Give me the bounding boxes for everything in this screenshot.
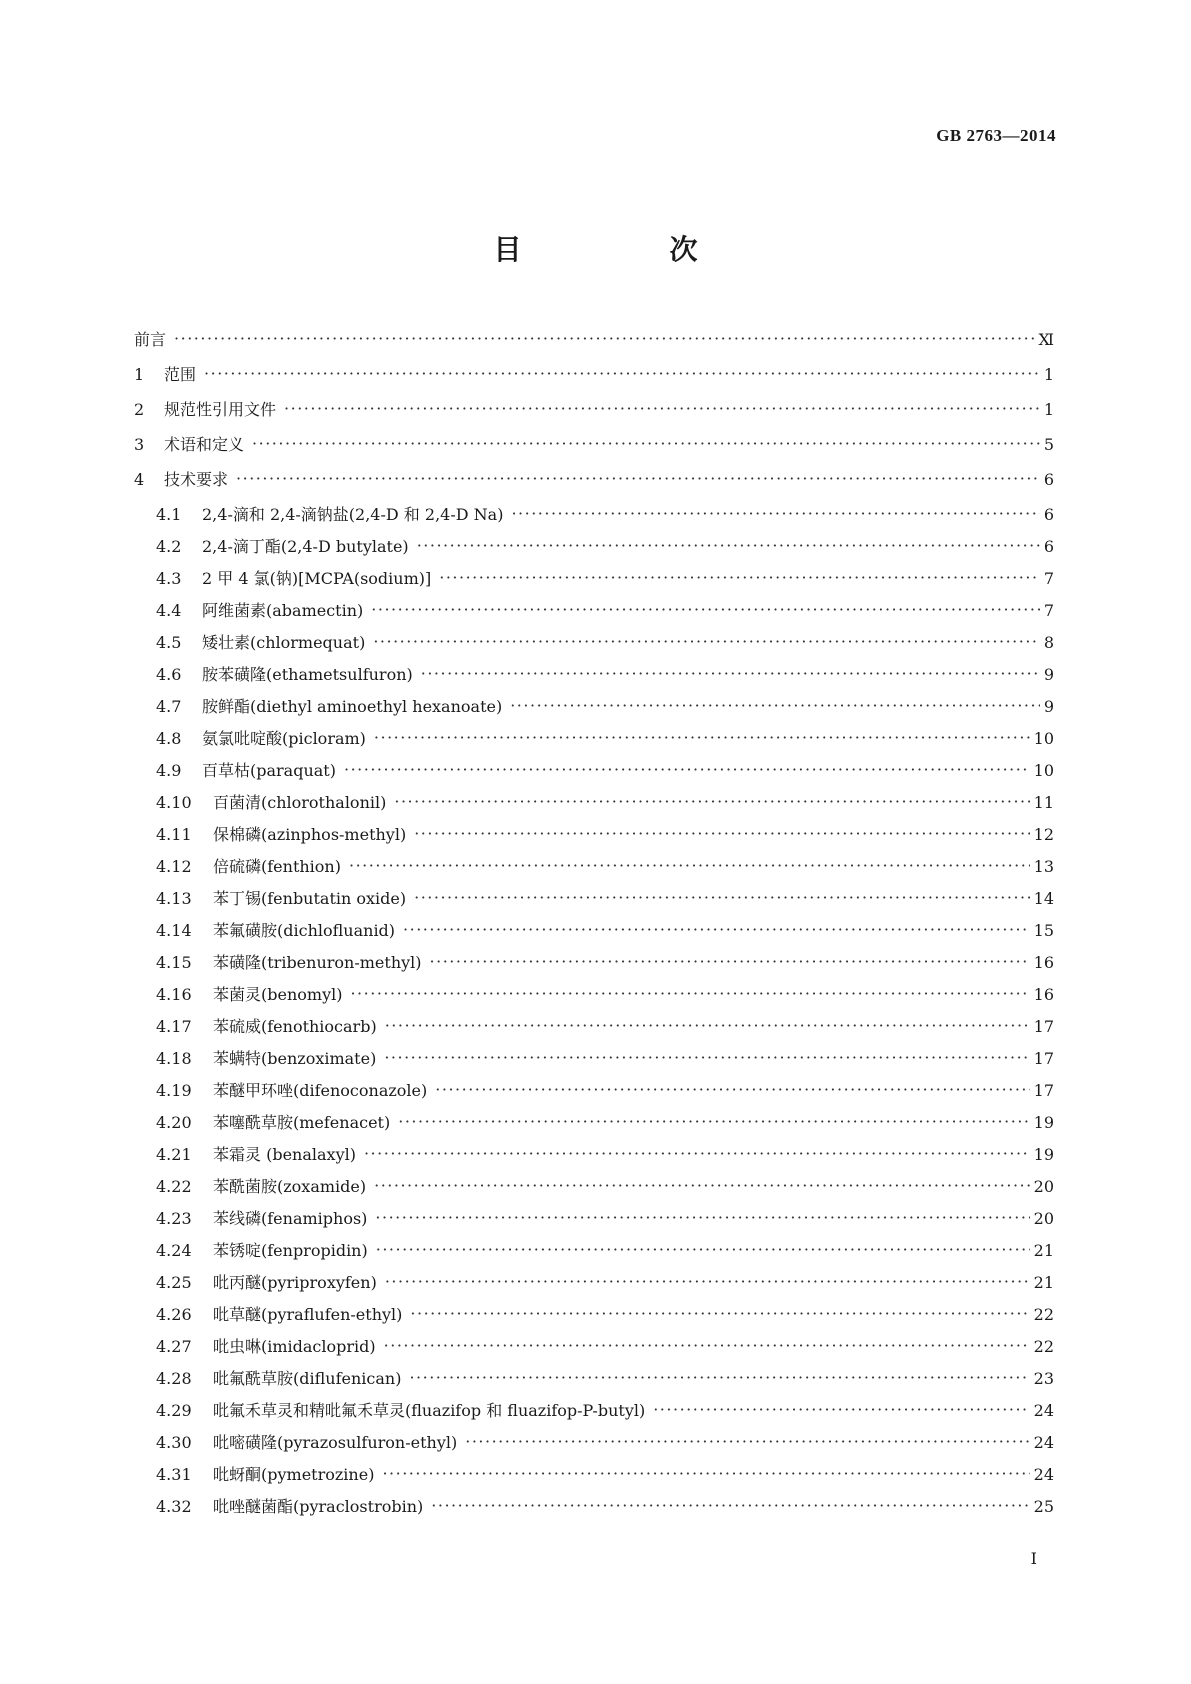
toc-entry-page: 8 bbox=[1043, 633, 1054, 652]
toc-entry[interactable] bbox=[134, 367, 1054, 402]
toc-entry-page: 9 bbox=[1043, 665, 1054, 684]
toc-entry-page: 22 bbox=[1033, 1305, 1054, 1324]
toc-entry-page: 17 bbox=[1033, 1017, 1054, 1036]
toc-entry-number: 4.31 bbox=[156, 1465, 192, 1484]
toc-dot-leader bbox=[364, 1146, 1030, 1162]
toc-entry[interactable] bbox=[134, 955, 1054, 987]
toc-entry[interactable] bbox=[134, 1467, 1054, 1499]
toc-entry-page: 17 bbox=[1033, 1049, 1054, 1068]
toc-dot-leader bbox=[204, 366, 1040, 382]
toc-dot-leader bbox=[385, 1018, 1030, 1034]
toc-entry[interactable] bbox=[134, 667, 1054, 699]
toc-entry[interactable] bbox=[134, 1019, 1054, 1051]
toc-dot-leader bbox=[465, 1434, 1029, 1450]
toc-entry-number: 4.11 bbox=[156, 825, 192, 844]
toc-dot-leader bbox=[371, 602, 1040, 618]
toc-dot-leader bbox=[373, 634, 1040, 650]
toc-entry[interactable] bbox=[134, 571, 1054, 603]
toc-entry-page: 11 bbox=[1033, 793, 1054, 812]
toc-entry[interactable] bbox=[134, 1499, 1054, 1531]
toc-entry[interactable] bbox=[134, 1243, 1054, 1275]
toc-entry-page: 9 bbox=[1043, 697, 1054, 716]
toc-entry-number: 4 bbox=[134, 470, 145, 489]
toc-entry-title: 2,4-滴和 2,4-滴钠盐(2,4-D 和 2,4-D Na) bbox=[202, 505, 504, 524]
toc-entry-page: 19 bbox=[1033, 1113, 1054, 1132]
toc-dot-leader bbox=[382, 1466, 1029, 1482]
toc-dot-leader bbox=[431, 1498, 1029, 1514]
toc-entry-number: 4.4 bbox=[156, 601, 182, 620]
toc-entry-title: 苯螨特(benzoximate) bbox=[213, 1049, 377, 1068]
toc-entry-page: 19 bbox=[1033, 1145, 1054, 1164]
toc-entry[interactable] bbox=[134, 1179, 1054, 1211]
toc-entry-number: 4.7 bbox=[156, 697, 182, 716]
toc-entry-title: 胺苯磺隆(ethametsulfuron) bbox=[202, 665, 413, 684]
toc-entry-number: 3 bbox=[134, 435, 145, 454]
toc-entry-number: 4.22 bbox=[156, 1177, 192, 1196]
toc-entry-page: 12 bbox=[1033, 825, 1054, 844]
toc-entry-number: 4.9 bbox=[156, 761, 182, 780]
toc-entry-number: 4.27 bbox=[156, 1337, 192, 1356]
page-number: I bbox=[1030, 1549, 1037, 1568]
toc-dot-leader bbox=[375, 1210, 1029, 1226]
toc-entry[interactable] bbox=[134, 1339, 1054, 1371]
toc-entry-page: 7 bbox=[1043, 601, 1054, 620]
toc-entry-number: 4.5 bbox=[156, 633, 182, 652]
toc-entry[interactable] bbox=[134, 472, 1054, 507]
toc-dot-leader bbox=[252, 436, 1040, 452]
toc-entry-page: 1 bbox=[1043, 365, 1054, 384]
toc-entry-title: 苯菌灵(benomyl) bbox=[213, 985, 343, 1004]
toc-entry-number: 4.14 bbox=[156, 921, 192, 940]
toc-entry-number: 4.13 bbox=[156, 889, 192, 908]
toc-entry-page: 15 bbox=[1033, 921, 1054, 940]
toc-entry-number: 4.8 bbox=[156, 729, 182, 748]
toc-entry-number: 4.17 bbox=[156, 1017, 192, 1036]
toc-entry-page: 21 bbox=[1033, 1241, 1054, 1260]
toc-entry-number: 4.23 bbox=[156, 1209, 192, 1228]
toc-dot-leader bbox=[511, 506, 1039, 522]
toc-entry-title: 术语和定义 bbox=[164, 435, 245, 454]
toc-entry-number: 1 bbox=[134, 365, 145, 384]
toc-entry-number: 4.10 bbox=[156, 793, 192, 812]
toc-dot-leader bbox=[384, 1050, 1029, 1066]
toc-entry-number: 4.30 bbox=[156, 1433, 192, 1452]
toc-entry-title: 苯醚甲环唑(difenoconazole) bbox=[213, 1081, 428, 1100]
toc-entry-number: 2 bbox=[134, 400, 145, 419]
toc-entry-title: 技术要求 bbox=[164, 470, 229, 489]
toc-entry-number: 4.18 bbox=[156, 1049, 192, 1068]
toc-entry-title: 阿维菌素(abamectin) bbox=[202, 601, 364, 620]
toc-dot-leader bbox=[236, 471, 1040, 487]
toc-entry-number: 4.32 bbox=[156, 1497, 192, 1516]
toc-entry[interactable] bbox=[134, 1371, 1054, 1403]
toc-entry-number: 4.19 bbox=[156, 1081, 192, 1100]
toc-entry-page: 14 bbox=[1033, 889, 1054, 908]
toc-entry-page: 23 bbox=[1033, 1369, 1054, 1388]
toc-entry-page: 22 bbox=[1033, 1337, 1054, 1356]
toc-entry-page: 10 bbox=[1033, 761, 1054, 780]
toc-entry-number: 4.20 bbox=[156, 1113, 192, 1132]
toc-entry-page: 25 bbox=[1033, 1497, 1054, 1516]
toc-entry[interactable] bbox=[134, 437, 1054, 472]
toc-entry-title: 苯霜灵 (benalaxyl) bbox=[213, 1145, 356, 1164]
toc-entry-title: 苯氟磺胺(dichlofluanid) bbox=[213, 921, 396, 940]
toc-entry[interactable] bbox=[134, 603, 1054, 635]
toc-entry-page: 6 bbox=[1043, 470, 1054, 489]
toc-entry-page: 1 bbox=[1043, 400, 1054, 419]
toc-entry[interactable] bbox=[134, 402, 1054, 437]
toc-entry-title: 吡氟酰草胺(diflufenican) bbox=[213, 1369, 402, 1388]
toc-entry[interactable] bbox=[134, 1307, 1054, 1339]
toc-dot-leader bbox=[174, 331, 1034, 347]
toc-dot-leader bbox=[414, 826, 1029, 842]
toc-entry[interactable] bbox=[134, 1147, 1054, 1179]
toc-entry[interactable] bbox=[134, 699, 1054, 731]
toc-entry-title: 胺鲜酯(diethyl aminoethyl hexanoate) bbox=[202, 697, 503, 716]
toc-dot-leader bbox=[384, 1338, 1030, 1354]
toc-entry[interactable] bbox=[134, 891, 1054, 923]
toc-dot-leader bbox=[414, 890, 1030, 906]
toc-dot-leader bbox=[439, 570, 1040, 586]
toc-entry-page: 16 bbox=[1033, 985, 1054, 1004]
toc-entry-title: 吡虫啉(imidacloprid) bbox=[213, 1337, 376, 1356]
toc-entry-page: 13 bbox=[1033, 857, 1054, 876]
toc-dot-leader bbox=[374, 730, 1030, 746]
toc-dot-leader bbox=[344, 762, 1030, 778]
toc-entry-number: 4.6 bbox=[156, 665, 182, 684]
toc-entry-page: 24 bbox=[1033, 1433, 1054, 1452]
toc-entry[interactable] bbox=[134, 827, 1054, 859]
toc-entry-number: 4.26 bbox=[156, 1305, 192, 1324]
toc-dot-leader bbox=[394, 794, 1029, 810]
toc-entry-title: 2,4-滴丁酯(2,4-D butylate) bbox=[202, 537, 409, 556]
toc-entry-number: 4.24 bbox=[156, 1241, 192, 1260]
toc-entry-number: 4.29 bbox=[156, 1401, 192, 1420]
toc-dot-leader bbox=[403, 922, 1030, 938]
toc-entry-title: 苯酰菌胺(zoxamide) bbox=[213, 1177, 367, 1196]
toc-entry[interactable] bbox=[134, 1275, 1054, 1307]
toc-dot-leader bbox=[376, 1242, 1030, 1258]
toc-entry-title: 矮壮素(chlormequat) bbox=[202, 633, 366, 652]
toc-entry-number: 4.2 bbox=[156, 537, 182, 556]
toc-entry-page: 24 bbox=[1033, 1465, 1054, 1484]
toc-dot-leader bbox=[435, 1082, 1029, 1098]
toc-dot-leader bbox=[350, 986, 1029, 1002]
toc-entry-title: 苯硫威(fenothiocarb) bbox=[213, 1017, 377, 1036]
document-code: GB 2763—2014 bbox=[936, 126, 1056, 145]
toc-entry[interactable] bbox=[134, 507, 1054, 539]
toc-entry[interactable] bbox=[134, 731, 1054, 763]
toc-dot-leader bbox=[421, 666, 1040, 682]
toc-entry-title: 吡氟禾草灵和精吡氟禾草灵(fluazifop 和 fluazifop-P-butyl) bbox=[213, 1401, 646, 1420]
toc-entry-title: 苯线磷(fenamiphos) bbox=[213, 1209, 368, 1228]
toc-entry[interactable] bbox=[134, 539, 1054, 571]
toc-entry-title: 吡唑醚菌酯(pyraclostrobin) bbox=[213, 1497, 424, 1516]
toc-entry-number: 4.25 bbox=[156, 1273, 192, 1292]
toc-entry-number: 4.12 bbox=[156, 857, 192, 876]
toc-entry-title: 苯锈啶(fenpropidin) bbox=[213, 1241, 368, 1260]
toc-dot-leader bbox=[349, 858, 1030, 874]
toc-dot-leader bbox=[284, 401, 1040, 417]
toc-entry[interactable] bbox=[134, 987, 1054, 1019]
toc-entry-page: 6 bbox=[1043, 505, 1054, 524]
toc-entry-number: 4.16 bbox=[156, 985, 192, 1004]
toc-entry[interactable] bbox=[134, 1403, 1054, 1435]
toc-dot-leader bbox=[417, 538, 1040, 554]
toc-entry-page: Ⅺ bbox=[1038, 330, 1054, 349]
toc-entry-page: 20 bbox=[1033, 1209, 1054, 1228]
toc-dot-leader bbox=[430, 954, 1030, 970]
toc-dot-leader bbox=[510, 698, 1040, 714]
toc-entry[interactable] bbox=[134, 332, 1054, 367]
toc-entry[interactable] bbox=[134, 923, 1054, 955]
toc-entry-number: 4.3 bbox=[156, 569, 182, 588]
toc-entry-title: 前言 bbox=[134, 330, 167, 349]
toc-entry-number: 4.1 bbox=[156, 505, 182, 524]
toc-entry-number: 4.21 bbox=[156, 1145, 192, 1164]
toc-entry[interactable] bbox=[134, 859, 1054, 891]
toc-entry-title: 苯磺隆(tribenuron-methyl) bbox=[213, 953, 422, 972]
toc-entry-title: 苯丁锡(fenbutatin oxide) bbox=[213, 889, 407, 908]
toc-entry-title: 吡蚜酮(pymetrozine) bbox=[213, 1465, 375, 1484]
toc-entry-title: 保棉磷(azinphos-methyl) bbox=[213, 825, 407, 844]
toc-entry[interactable] bbox=[134, 763, 1054, 795]
toc-entry-title: 范围 bbox=[164, 365, 197, 384]
toc-dot-leader bbox=[410, 1306, 1029, 1322]
toc-entry-page: 20 bbox=[1033, 1177, 1054, 1196]
toc-entry-title: 苯噻酰草胺(mefenacet) bbox=[213, 1113, 391, 1132]
toc-entry-page: 17 bbox=[1033, 1081, 1054, 1100]
toc-dot-leader bbox=[385, 1274, 1030, 1290]
toc-entry-page: 7 bbox=[1043, 569, 1054, 588]
toc-entry-title: 倍硫磷(fenthion) bbox=[213, 857, 341, 876]
toc-entry-title: 吡草醚(pyraflufen-ethyl) bbox=[213, 1305, 403, 1324]
toc-entry-title: 百菌清(chlorothalonil) bbox=[213, 793, 387, 812]
toc-entry-page: 6 bbox=[1043, 537, 1054, 556]
toc-dot-leader bbox=[374, 1178, 1030, 1194]
toc-entry-title: 百草枯(paraquat) bbox=[202, 761, 336, 780]
toc-dot-leader bbox=[653, 1402, 1029, 1418]
table-of-contents bbox=[134, 332, 1054, 1531]
toc-entry-title: 吡丙醚(pyriproxyfen) bbox=[213, 1273, 377, 1292]
toc-entry-number: 4.28 bbox=[156, 1369, 192, 1388]
toc-entry-page: 5 bbox=[1043, 435, 1054, 454]
toc-entry-page: 10 bbox=[1033, 729, 1054, 748]
toc-entry[interactable] bbox=[134, 1051, 1054, 1083]
toc-entry-page: 21 bbox=[1033, 1273, 1054, 1292]
toc-entry-page: 16 bbox=[1033, 953, 1054, 972]
toc-entry[interactable] bbox=[134, 1083, 1054, 1115]
toc-entry-number: 4.15 bbox=[156, 953, 192, 972]
toc-entry-title: 氨氯吡啶酸(picloram) bbox=[202, 729, 366, 748]
toc-title: 目 次 bbox=[493, 233, 758, 266]
toc-dot-leader bbox=[398, 1114, 1029, 1130]
toc-dot-leader bbox=[409, 1370, 1029, 1386]
toc-entry[interactable] bbox=[134, 635, 1054, 667]
toc-entry-title: 规范性引用文件 bbox=[164, 400, 277, 419]
toc-entry[interactable] bbox=[134, 795, 1054, 827]
toc-entry-title: 吡嘧磺隆(pyrazosulfuron-ethyl) bbox=[213, 1433, 458, 1452]
toc-entry-title: 2 甲 4 氯(钠)[MCPA(sodium)] bbox=[202, 569, 432, 588]
toc-entry-page: 24 bbox=[1033, 1401, 1054, 1420]
toc-entry[interactable] bbox=[134, 1435, 1054, 1467]
toc-entry[interactable] bbox=[134, 1115, 1054, 1147]
toc-entry[interactable] bbox=[134, 1211, 1054, 1243]
